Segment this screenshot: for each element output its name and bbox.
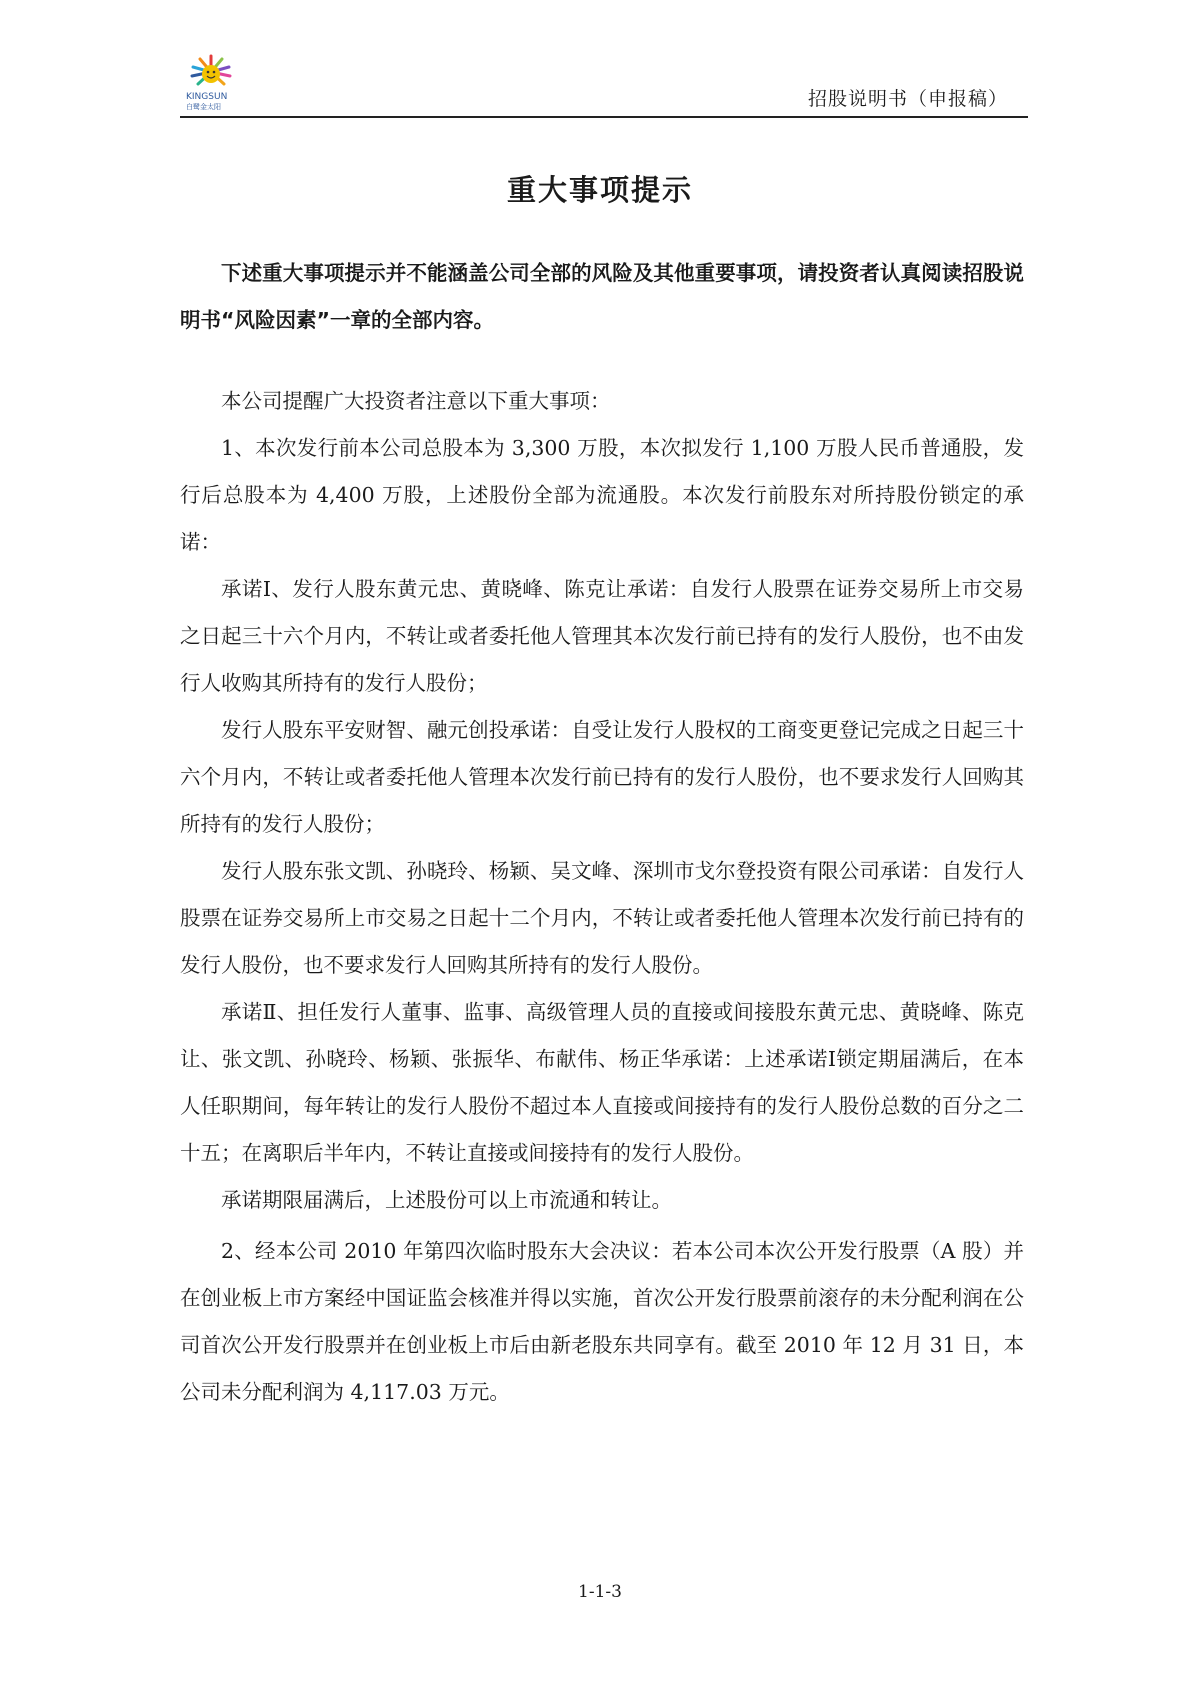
page-number: 1-1-3 xyxy=(578,1582,622,1602)
page-header xyxy=(180,52,1028,118)
kingsun-sun-logo-icon xyxy=(180,52,242,94)
paragraph-item-1: 1、本次发行前本公司总股本为 3,300 万股，本次拟发行 1,100 万股人民币普通股，发行后总股本为 4,400 万股，上述股份全部为流通股。本次发行前股东对所持股份锁定的承诺： xyxy=(180,436,1024,554)
company-logo xyxy=(180,52,250,112)
paragraph-commitment-2: 承诺Ⅱ、担任发行人董事、监事、高级管理人员的直接或间接股东黄元忠、黄晓峰、陈克让、张文凯、孙晓玲、杨颖、张振华、布献伟、杨正华承诺：上述承诺Ⅰ锁定期届满后，在本人任职期间，每年转让的发行人股份不超过本人直接或间接持有的发行人股份总数的百分之二十五；在离职后半年内，不转让直接或间接持有的发行人股份。 xyxy=(180,1000,1024,1165)
paragraph-intro: 本公司提醒广大投资者注意以下重大事项： xyxy=(221,389,611,413)
paragraph-commitment-pingan: 发行人股东平安财智、融元创投承诺：自受让发行人股权的工商变更登记完成之日起三十六个月内，不转让或者委托他人管理本次发行前已持有的发行人股份，也不要求发行人回购其所持有的发行人股份； xyxy=(180,718,1024,836)
paragraph-item-2: 2、经本公司 2010 年第四次临时股东大会决议：若本公司本次公开发行股票（A 股）并在创业板上市方案经中国证监会核准并得以实施，首次公开发行股票前滚存的未分配利润在公司首次公开发行股票并在创业板上市后由新老股东共同享有。截至 2010 年 12 月 31 日，本公司未分配利润为 4,117.03 万元。 xyxy=(180,1239,1024,1404)
logo-brand-subtext: 白鹭金太阳 xyxy=(186,103,221,111)
paragraph-commitment-expiry: 承诺期限届满后，上述股份可以上市流通和转让。 xyxy=(221,1188,672,1212)
page-title: 重大事项提示 xyxy=(506,173,693,207)
paragraph-commitment-1: 承诺Ⅰ、发行人股东黄元忠、黄晓峰、陈克让承诺：自发行人股票在证券交易所上市交易之日起三十六个月内，不转让或者委托他人管理其本次发行前已持有的发行人股份，也不由发行人收购其所持有的发行人股份； xyxy=(180,577,1024,695)
paragraph-commitment-others: 发行人股东张文凯、孙晓玲、杨颖、吴文峰、深圳市戈尔登投资有限公司承诺：自发行人股票在证券交易所上市交易之日起十二个月内，不转让或者委托他人管理本次发行前已持有的发行人股份，也不要求发行人回购其所持有的发行人股份。 xyxy=(180,859,1024,977)
document-body xyxy=(180,250,1024,1416)
document-title: 招股说明书（申报稿） xyxy=(807,88,1008,110)
logo-brand-text: KINGSUN xyxy=(186,92,228,102)
important-notice: 下述重大事项提示并不能涵盖公司全部的风险及其他重要事项，请投资者认真阅读招股说明书“风险因素”一章的全部内容。 xyxy=(180,261,1024,332)
